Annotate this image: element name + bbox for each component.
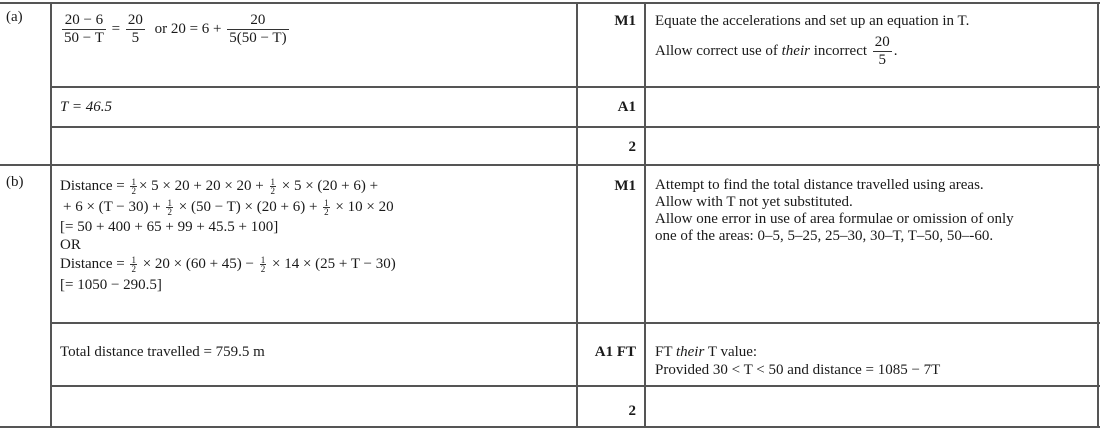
note-emphasis: their: [675, 344, 705, 360]
numerator: 20: [127, 12, 143, 28]
denominator: 50 − T: [64, 30, 104, 46]
note-text: incorrect: [813, 42, 868, 59]
fraction: [126, 12, 145, 47]
note-text: Allow correct use of: [655, 42, 778, 59]
working-line: [= 1050 − 290.5]: [60, 277, 162, 293]
working-line: + 6 × (T − 30) + $\frac{1}{2}$ × (50 − T) × (20 + 6) + $\frac{1}{2}$ × 10 × 20: [63, 198, 394, 218]
col-divider-working: [576, 2, 578, 428]
fraction: [227, 12, 288, 47]
working-a-result: [60, 98, 570, 116]
part-label-b: (b): [6, 174, 24, 190]
working-a-equation: [60, 12, 570, 47]
table-top-border: [0, 2, 1100, 4]
result-text: T = 46.5: [60, 99, 112, 115]
working-b-result: Total distance travelled = 759.5 m: [60, 344, 265, 360]
mark-a-total: 2: [628, 139, 636, 155]
half-fraction: $\frac{1}{2}$: [131, 177, 136, 197]
numerator: 20: [227, 12, 288, 30]
part-divider: [0, 164, 1100, 166]
note-line: Allow with T not yet substituted.: [655, 194, 853, 210]
mark-b-a1ft: A1 FT: [594, 344, 636, 360]
denominator: 5: [878, 52, 887, 68]
col-divider-mark: [644, 2, 646, 428]
notes-b: [655, 177, 1095, 245]
row-divider-a1: [50, 86, 1100, 88]
note-line: Provided 30 < T < 50 and distance = 1085 − 7T: [655, 362, 941, 378]
denominator: 5(50 − T): [229, 30, 287, 46]
row-divider-b2: [50, 385, 1100, 387]
working-line: Distance = $\frac{1}{2}$ × 20 × (60 + 45) − $\frac{1}{2}$ × 14 × (25 + T − 30): [60, 255, 396, 275]
fraction: [873, 34, 892, 69]
working-b: [60, 176, 570, 296]
row-divider-a2: [50, 126, 1100, 128]
half-fraction: $\frac{1}{2}$: [167, 198, 172, 218]
note-line: one of the areas: 0–5, 5–25, 25–30, 30–T, T–50, 50–-60.: [655, 228, 994, 244]
mark-b-total: 2: [628, 403, 636, 419]
note-emphasis: their: [781, 42, 810, 59]
col-divider-part: [50, 2, 52, 428]
note-text: .: [893, 42, 898, 59]
note-line: FT their T value:: [655, 344, 758, 360]
half-fraction: $\frac{1}{2}$: [324, 198, 329, 218]
working-line: [= 50 + 400 + 65 + 99 + 45.5 + 100]: [60, 219, 279, 235]
note-line: Attempt to find the total distance travelled using areas.: [655, 177, 984, 193]
row-divider-b1: [50, 322, 1100, 324]
mark-b-m1: M1: [614, 178, 636, 194]
notes-a: [655, 12, 1095, 69]
numerator: 20 − 6: [62, 12, 106, 30]
table-right-border: [1097, 2, 1099, 428]
alternative-text: or 20 = 6 +: [154, 20, 222, 37]
note-line: [655, 34, 1095, 69]
mark-a-a1: A1: [617, 99, 636, 115]
half-fraction: $\frac{1}{2}$: [270, 177, 275, 197]
note-line: Allow one error in use of area formulae or omission of only: [655, 211, 1014, 227]
mark-a-m1: M1: [614, 13, 636, 29]
note-line: Equate the accelerations and set up an equation in T.: [655, 13, 970, 29]
table-bottom-border: [0, 426, 1100, 428]
half-fraction: $\frac{1}{2}$: [260, 255, 266, 275]
half-fraction: $\frac{1}{2}$: [131, 255, 136, 275]
working-line: Distance = $\frac{1}{2}$ × 5 × 20 + 20 × 20 + $\frac{1}{2}$ × 5 × (20 + 6) +: [60, 177, 379, 197]
part-label-a: (a): [6, 9, 23, 25]
denominator: 5: [131, 30, 140, 46]
working-line: OR: [60, 237, 81, 253]
fraction: [62, 12, 106, 47]
equals-sign: =: [111, 20, 121, 37]
numerator: 20: [874, 34, 890, 50]
notes-b-ft: [655, 343, 1095, 379]
